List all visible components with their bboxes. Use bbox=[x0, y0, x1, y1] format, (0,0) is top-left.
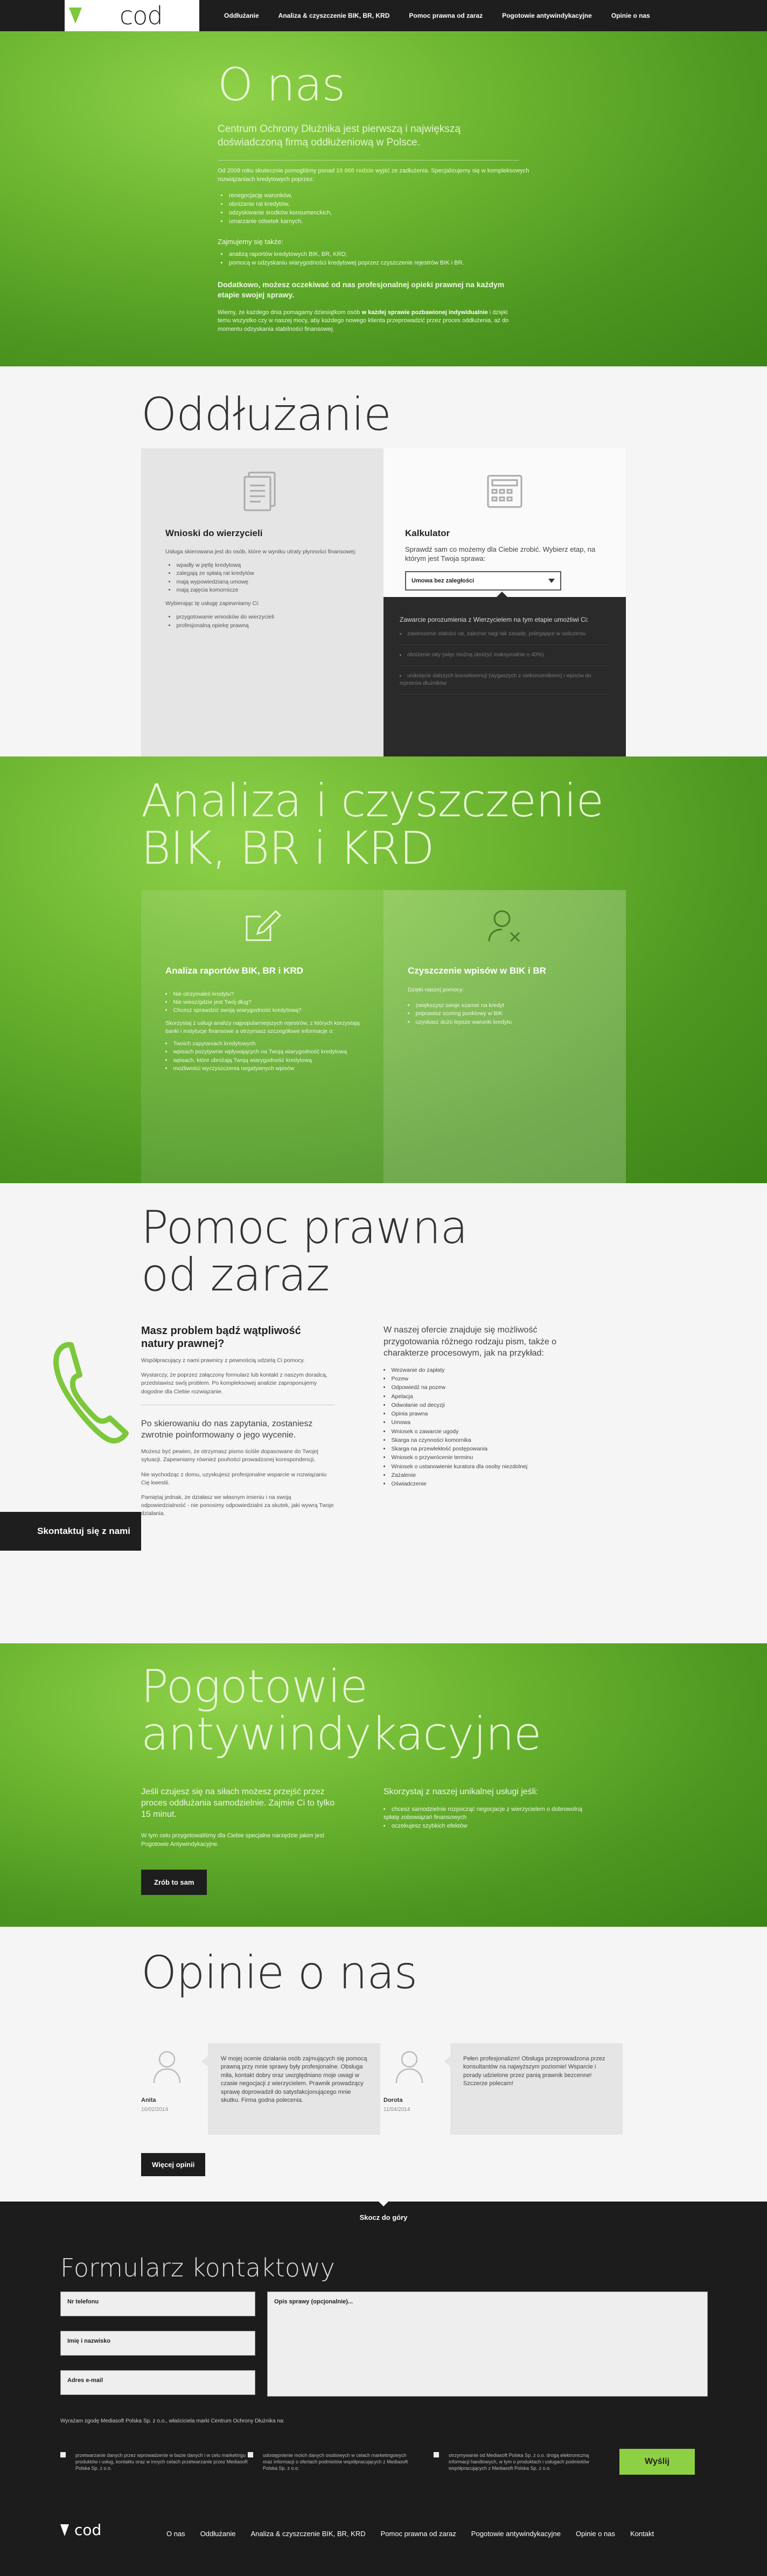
description-field[interactable]: Opis sprawy (opcjonalnie)... bbox=[267, 2292, 708, 2397]
kalkulator-result: Zawarcie porozumienia z Wierzycielem na tym etapie umożliwi Ci: • zawieszenie stałości rat, zależnie nagi tak zasadę, polegające w ooliczeniu • obniżenie raty (więc możną obniżyć maksymalnie o 40%) • uniknięcie dalszych konsekwencji (wygaszych z niekomornikiem) i wpisów do rejestrów dłużników bbox=[384, 597, 626, 756]
scroll-top-link[interactable]: Skocz do góry bbox=[0, 2202, 767, 2221]
card-czyszczenie-title: Czyszczenie wpisów w BIK i BR bbox=[408, 966, 546, 976]
footer-link[interactable]: Pogotowie antywindykacyjne bbox=[471, 2530, 561, 2538]
pogotowie-section: Pogotowie antywindykacyjne Jeśli czujesz się na siłach możesz przejść przez proces oddłużania samodzielnie. Zajmie Ci to tylko 15 minut. W tym celu przygotowaliśmy dla Ciebie specjalne narzędzie jakim jest Pogotowie Antywindykacyjne. Skorzystaj z naszej unikalnej usługi jeśli: • chcesz samodzielnie rozpocząć negocjacje z wierzycielem o dobrowolną spłatę zobowiązań finansowych • oczekujesz szybkich efektów Zrób to sam bbox=[0, 1643, 767, 1927]
footer-link[interactable]: Kontakt bbox=[630, 2530, 654, 2538]
card-wnioski: Wnioski do wierzycieli Usługa skierowana jest do osób, które w wyniku utraty płynności finansowej: • wpadły w pętlę kredytową • zalegają ze spłatą rat kredytów • mają wypowiedzianą umowę • mają zajęcia komornicze Wybierając tę usługę zapewniamy Ci: • przygotowanie wniosków do wierzycieli • profesjonalną opiekę prawną bbox=[141, 448, 384, 756]
card-analiza-title: Analiza raportów BIK, BR i KRD bbox=[165, 966, 303, 976]
consent-intro: Wyrażam zgodę Mediasoft Polska Sp. z o.o., właściciela marki Centrum Ochrony Dłużnika na: bbox=[60, 2418, 285, 2424]
footer-link[interactable]: Pomoc prawna od zaraz bbox=[380, 2530, 456, 2538]
opinie-section bbox=[0, 1927, 767, 2202]
contact-button[interactable]: Skontaktuj się z nami bbox=[0, 1512, 141, 1551]
chevron-down-icon bbox=[548, 579, 555, 583]
kalkulator-desc: Sprawdź sam co możemy dla Ciebie zrobić. Wybierz etap, na którym jest Twoja sprawa: bbox=[405, 545, 596, 563]
consent-section: przetwarzanie danych przez wprowadzenie w bazie danych i w celu marketingu produktów i usług, kontaktu oraz w innych celach przetwarzanie przez Mediasoft Polska Sp. z o.o. udostępnienie moich danych osobowych w celach marketingowych oraz informacji o ofertach podmiotów współpracujących z Mediasoft Polska Sp. z o.o. otrzymywanie od Mediasoft Polska Sp. z o.o. drogą elektroniczną informacji handlowych, w tym o produktach i usługach podmiotów współpracujących z Mediasoft Polska Sp. z o.o. Wyślij bbox=[0, 2452, 767, 2506]
edit-icon bbox=[235, 899, 289, 953]
wnioski-list-2: • przygotowanie wniosków do wierzycieli • profesjonalną opiekę prawną bbox=[169, 613, 370, 629]
footer bbox=[0, 2506, 767, 2576]
consent-checkbox[interactable] bbox=[434, 2452, 439, 2457]
card-kalkulator bbox=[384, 448, 626, 756]
divider bbox=[218, 160, 519, 161]
about-bold: Dodatkowo, możesz oczekiwać od nas profesjonalnej opieki prawnej na każdym etapie swojej sprawy. bbox=[218, 280, 505, 299]
logo-text: cod bbox=[120, 1, 163, 30]
send-button[interactable]: Wyślij bbox=[619, 2449, 695, 2475]
avatar-icon bbox=[394, 2047, 424, 2085]
calculator-icon bbox=[478, 464, 532, 518]
pomoc-section: Pomoc prawna od zaraz Skontaktuj się z nami Masz problem bądź wątpliwość natury prawnej? Współpracujący z nami prawnicy z pewnością udzielą Ci pomocy. Wystarczy, że poprzez załączony formularz lub kontakt z naszym doradcą, przedstawisz swój problem. Po kompleksowej analizie zaproponujemy dogodne dla Ciebie rozwiązanie. Po skierowaniu do nas zapytania, zostaniesz zwrotnie poinformowany o jego wycenie. Możesz być pewien, że otrzymasz pismo ściśle dopasowane do Twojej sytuacji. Zapewniamy również pouhości prowadzonej korespondencji. Nie wychodząc z domu, uzyskujesz profesjonalne wsparcie w rozwiązaniu Cię kwestii. Pamiętaj jednak, że działasz we własnym imieniu i na swoją odpowiedzialność - nie ponosimy odpowiedzialni za skutek, jaki wywrą Twoje działania. W naszej ofercie znajduje się możliwość przygotowania różnego rodzaju pism, także o charakterze procesowym, jak na przykład: • Wezwanie do zapłaty • Pozew • Odpowiedź na pozew • Apelacja • Odwołanie od decyzji • Opinia prawna • Umowa • Wniosek o zawarcie ugody • Skarga na czynności komornika • Skarga na przewlekłość postępowania • Wniosek o przywrócenie terminu • Wniosek o ustanowienie kuratora dla osoby niezdolnej • Zażalenie • Oświadczenie bbox=[0, 1183, 767, 1643]
top-navigation bbox=[0, 0, 767, 31]
pomoc-question: Masz problem bądź wątpliwość natury prawnej? bbox=[141, 1325, 301, 1350]
document-icon bbox=[235, 464, 289, 518]
wnioski-list: • wpadły w pętlę kredytową • zalegają ze spłatą rat kredytów • mają wypowiedzianą umowę • mają zajęcia komornicze bbox=[169, 561, 370, 594]
bik-section bbox=[0, 756, 767, 1183]
card-analiza: Analiza raportów BIK, BR i KRD • Nie otrzymałeś kredytu? • Nie wiesz/gdzie jest Twój dług? • Chcesz sprawdzić swoją wiarygodność kredytową? Skorzystaj z usługi analizy najpopularniejszych rejestrów, z których korzystają banki i instytucje finansowe a otrzymasz szczegółowe informacje o: • Twoich zapytaniach kredytowych • wpisach pozytywnie wpływających na Twoją wiarygodność kredytową • wpisach, które obniżają Twoją wiarygodność kredytową • możliwości wyczyszczenia negatywnych wpisów bbox=[141, 890, 384, 1183]
oddluzanie-title: Oddłużanie bbox=[141, 388, 391, 441]
nav-item-pomoc[interactable]: Pomoc prawna od zaraz bbox=[409, 12, 483, 19]
nav-item-bik[interactable]: Analiza & czyszczenie BIK, BR, KRD bbox=[278, 12, 390, 19]
nav-item-pogotowie[interactable]: Pogotowie antywindykacyjne bbox=[502, 12, 592, 19]
phone-field[interactable]: Nr telefonu bbox=[60, 2292, 255, 2316]
footer-link[interactable]: Analiza & czyszczenie BIK, BR, KRD bbox=[250, 2530, 366, 2538]
card-kalkulator-title: Kalkulator bbox=[405, 528, 450, 538]
documents-list: • Wezwanie do zapłaty • Pozew • Odpowiedź na pozew • Apelacja • Odwołanie od decyzji • Opinia prawna • Umowa • Wniosek o zawarcie ugody • Skarga na czynności komornika • Skarga na przewlekłość postępowania • Wniosek o przywrócenie terminu • Wniosek o ustanowienie kuratora dla osoby niezdolnej • Zażalenie • Oświadczenie bbox=[384, 1366, 588, 1489]
card-czyszczenie: Czyszczenie wpisów w BIK i BR Dzięki naszej pomocy: • zwiększysz swoje szanse na kredyt • poprawisz scoring punktowy w BIK • uzyskasz dużo lepsze warunki kredytu bbox=[384, 890, 626, 1183]
footer-nav bbox=[159, 2530, 661, 2538]
nav-item-opinie[interactable]: Opinie o nas bbox=[611, 12, 650, 19]
consent-checkbox[interactable] bbox=[60, 2452, 66, 2457]
footer-link[interactable]: Oddłużanie bbox=[200, 2530, 236, 2538]
nav-item-oddluzanie[interactable]: Oddłużanie bbox=[224, 12, 259, 19]
user-remove-icon bbox=[478, 899, 532, 953]
nav-menu bbox=[214, 0, 660, 31]
more-reviews-button[interactable]: Więcej opinii bbox=[141, 2153, 205, 2176]
review-item: Dorota 11/04/2014 Pełen profesjonalizm! Obsługa przeprowadzona przez konsultantów na najwyższym poziomie! Wsparcie i porady udzielone przez panią prawnik bezcenne! Szczerze polecam! bbox=[384, 2043, 626, 2140]
about-text-2: Wiemy, że każdego dnia pomagamy dziesiątkom osób w każdej sprawie pozbawionej indywidualnie i dzięki temu wszystko czy w naszej mocy, aby każdego nowego klienta przeprowadzić przez proces oddłużenia, aż do momentu odzyskania stabilności finansowej. bbox=[218, 309, 509, 333]
result-list: • zawieszenie stałości rat, zależnie nagi tak zasadę, polegające w ooliczeniu • obniżenie raty (więc możną obniżyć maksymalnie o 40%) • uniknięcie dalszych konsekwencji (wygaszych z niekomornikiem) i wpisów do rejestrów dłużników bbox=[400, 630, 610, 695]
about-list: • renegocjację warunków, • obniżanie rat kredytów, • odzyskiwanie środków konsumenckich, • umarzanie odsetek karnych. bbox=[221, 192, 541, 226]
stage-select[interactable]: Umowa bez zaległości bbox=[405, 571, 561, 591]
form-title: Formularz kontaktowy bbox=[60, 2253, 335, 2282]
bik-title: Analiza i czyszczenie BIK, BR i KRD bbox=[141, 774, 604, 875]
about-lead: Centrum Ochrony Dłużnika jest pierwszą i największą doświadczoną firmą oddłużeniową w Polsce. bbox=[218, 123, 461, 148]
card-wnioski-title: Wnioski do wierzycieli bbox=[165, 528, 263, 538]
footer-logo[interactable]: cod bbox=[60, 2521, 101, 2539]
opinie-title: Opinie o nas bbox=[141, 1946, 417, 1999]
oddluzanie-section bbox=[0, 366, 767, 756]
about-title: O nas bbox=[218, 58, 345, 111]
avatar-icon bbox=[152, 2047, 182, 2085]
footer-link[interactable]: Opinie o nas bbox=[576, 2530, 616, 2538]
footer-link[interactable]: O nas bbox=[166, 2530, 185, 2538]
also-list: • analizą raportów kredytowych BIK, BR, KRD; • pomocą w odzyskaniu wiarygodności kredytowej poprzez czyszczenie rejestrów BIK i BR. bbox=[221, 251, 541, 268]
about-text: Od 2009 roku skutecznie pomogliśmy ponad 10 000 rodzin wyjść ze zadłużenia. Specjalizujemy się w kompleksowych rozwiązaniach kredytowych poprzez: bbox=[218, 168, 529, 183]
about-section bbox=[0, 31, 767, 366]
logo[interactable] bbox=[65, 0, 199, 31]
name-field[interactable]: Imię i nazwisko bbox=[60, 2331, 255, 2356]
logo-triangle-icon bbox=[69, 8, 82, 24]
contact-form-section bbox=[0, 2202, 767, 2452]
phone-icon bbox=[6, 1323, 141, 1463]
review-item: Anita 16/02/2014 W mojej ocenie działania osób zajmujących się pomocą prawną przy mnie sprawy były profesjonalne. Obsługa miła, kontakt dobry oraz uwzględniano moje uwagi w czasie negocjacji z wierzycielem. Prawnik prowadzący sprawę doprowadził do satysfakcjonującego mnie skutku. Firma godna polecenia. bbox=[141, 2043, 384, 2140]
pogotowie-title: Pogotowie antywindykacyjne bbox=[141, 1660, 541, 1761]
diy-button[interactable]: Zrób to sam bbox=[141, 1870, 207, 1895]
email-field[interactable]: Adres e-mail bbox=[60, 2370, 255, 2395]
consent-checkbox[interactable] bbox=[248, 2452, 253, 2457]
logo-triangle-icon bbox=[60, 2524, 69, 2536]
pomoc-title: Pomoc prawna od zaraz bbox=[141, 1201, 468, 1302]
also-title: Zajmujemy się także: bbox=[218, 238, 284, 246]
